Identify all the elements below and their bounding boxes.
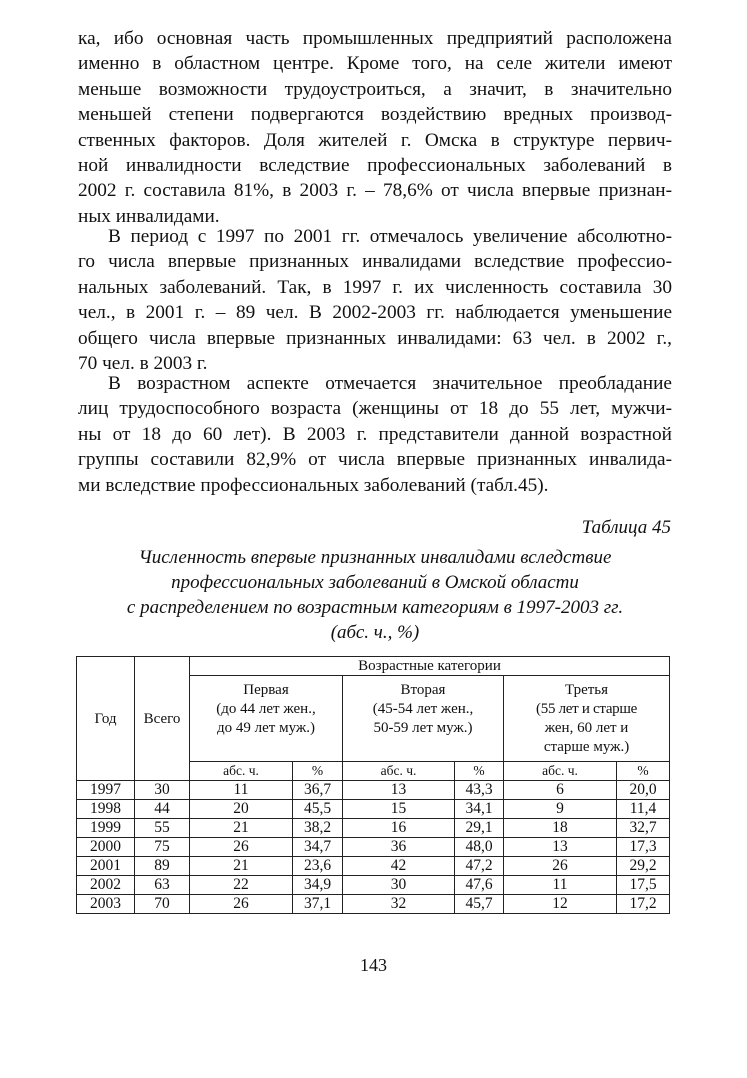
table-cell-p3: 32,7 <box>617 819 670 838</box>
text-line: ны от 18 до 60 лет). В 2003 г. представители данной возрастной <box>78 423 672 445</box>
table-cell-a3: 12 <box>504 895 617 914</box>
text-line: группы составили 82,9% от числа впервые признанных инвалида- <box>78 449 672 471</box>
table-row <box>77 819 670 838</box>
table-cell-a3: 9 <box>504 800 617 819</box>
table-cell-p3: 17,3 <box>617 838 670 857</box>
header-group-first <box>190 676 343 762</box>
table-cell-year: 1997 <box>77 781 135 800</box>
header-group-second <box>343 676 504 762</box>
table-row <box>77 857 670 876</box>
table-cell-p2: 34,1 <box>455 800 504 819</box>
text-line: лиц трудоспособного возраста (женщины от 18 до 55 лет, мужчи- <box>78 398 672 420</box>
page-number: 143 <box>360 955 387 975</box>
text-line: меньше возможности трудоустроиться, а значит, в значительно <box>78 78 672 100</box>
subheader-abs: абс. ч. <box>343 762 455 781</box>
table-cell-year: 1999 <box>77 819 135 838</box>
table-row <box>77 876 670 895</box>
table-row <box>77 781 670 800</box>
header-year: Год <box>77 657 135 781</box>
subheader-pct: % <box>617 762 670 781</box>
table-title-line: (абс. ч., %) <box>330 622 420 643</box>
table-cell-a1: 20 <box>190 800 293 819</box>
header-total: Всего <box>135 657 190 781</box>
text-line: ственных факторов. Доля жителей г. Омска в структуре первич- <box>78 129 672 151</box>
table-cell-total: 75 <box>135 838 190 857</box>
table-cell-a1: 26 <box>190 895 293 914</box>
table-cell-a3: 13 <box>504 838 617 857</box>
table-cell-total: 55 <box>135 819 190 838</box>
group-desc: 50-59 лет муж.) <box>373 719 473 736</box>
table-cell-p1: 45,5 <box>293 800 343 819</box>
text-line: 70 чел. в 2003 г. <box>78 353 208 375</box>
text-line: общего числа впервые признанных инвалидами: 63 чел. в 2002 г., <box>78 327 672 349</box>
table-cell-a2: 15 <box>343 800 455 819</box>
table-cell-p2: 47,6 <box>455 876 504 895</box>
table-title-line: профессиональных заболеваний в Омской области <box>171 572 579 593</box>
table-cell-p3: 29,2 <box>617 857 670 876</box>
table-cell-p1: 37,1 <box>293 895 343 914</box>
table-cell-p2: 47,2 <box>455 857 504 876</box>
table-cell-year: 1998 <box>77 800 135 819</box>
table-cell-p3: 11,4 <box>617 800 670 819</box>
table-cell-year: 2001 <box>77 857 135 876</box>
text-line: ми вследствие профессиональных заболеваний (табл.45). <box>78 474 549 496</box>
paragraph-3 <box>78 371 672 498</box>
header-group-third <box>504 676 670 762</box>
table-cell-p2: 45,7 <box>455 895 504 914</box>
group-desc: (45-54 лет жен., <box>372 700 474 717</box>
table-cell-total: 70 <box>135 895 190 914</box>
table-label: Таблица 45 <box>581 517 671 538</box>
text-line: 2002 г. составила 81%, в 2003 г. – 78,6% от числа впервые признан- <box>78 180 672 202</box>
table-cell-a3: 6 <box>504 781 617 800</box>
text-line: ных инвалидами. <box>78 205 220 227</box>
table-cell-a1: 22 <box>190 876 293 895</box>
table-cell-a1: 21 <box>190 857 293 876</box>
group-name: Третья <box>565 681 609 698</box>
table-cell-a1: 26 <box>190 838 293 857</box>
header-age-categories: Возрастные категории <box>190 657 670 676</box>
table-cell-p3: 17,5 <box>617 876 670 895</box>
table-cell-a2: 30 <box>343 876 455 895</box>
table-cell-total: 30 <box>135 781 190 800</box>
text-line: нальных заболеваний. Так, в 1997 г. их численность составила 30 <box>78 276 672 298</box>
table-cell-total: 44 <box>135 800 190 819</box>
table-cell-p1: 34,7 <box>293 838 343 857</box>
table-cell-a3: 11 <box>504 876 617 895</box>
text-line: именно в областном центре. Кроме того, на селе жители имеют <box>78 53 672 75</box>
group-desc: (до 44 лет жен., <box>216 700 316 717</box>
table-title-line: Численность впервые признанных инвалидами вследствие <box>138 547 612 568</box>
text-line: меньшей степени подвергаются воздействию вредных производ- <box>78 104 672 126</box>
text-line: ной инвалидности вследствие профессиональных заболеваний в <box>78 155 672 177</box>
text-line: чел., в 2001 г. – 89 чел. В 2002-2003 гг. наблюдается уменьшение <box>78 302 672 324</box>
table-cell-a3: 18 <box>504 819 617 838</box>
table-cell-a3: 26 <box>504 857 617 876</box>
text-line: В период с 1997 по 2001 гг. отмечалось увеличение абсолютно- <box>108 226 672 247</box>
table-cell-total: 89 <box>135 857 190 876</box>
group-desc: жен, 60 лет и <box>544 719 629 736</box>
table-row <box>77 800 670 819</box>
group-name: Вторая <box>400 681 446 698</box>
subheader-pct: % <box>455 762 504 781</box>
group-desc: старше муж.) <box>543 738 630 755</box>
table-cell-a2: 42 <box>343 857 455 876</box>
subheader-pct: % <box>293 762 343 781</box>
table-title <box>70 545 680 645</box>
table-cell-a2: 16 <box>343 819 455 838</box>
group-name: Первая <box>243 681 289 698</box>
table-cell-a2: 36 <box>343 838 455 857</box>
table-cell-year: 2003 <box>77 895 135 914</box>
table-cell-a1: 11 <box>190 781 293 800</box>
table-cell-a1: 21 <box>190 819 293 838</box>
subheader-abs: абс. ч. <box>504 762 617 781</box>
table-cell-p3: 17,2 <box>617 895 670 914</box>
paragraph-1 <box>78 26 672 229</box>
table-cell-year: 2002 <box>77 876 135 895</box>
table-cell-p2: 48,0 <box>455 838 504 857</box>
table-row <box>77 895 670 914</box>
group-desc: до 49 лет муж.) <box>217 719 315 736</box>
table-cell-p2: 43,3 <box>455 781 504 800</box>
table-row <box>77 838 670 857</box>
table-cell-a2: 32 <box>343 895 455 914</box>
subheader-abs: абс. ч. <box>190 762 293 781</box>
text-line: го числа впервые признанных инвалидами вследствие профессио- <box>78 251 672 273</box>
table-cell-year: 2000 <box>77 838 135 857</box>
text-line: В возрастном аспекте отмечается значительное преобладание <box>108 373 672 394</box>
table-cell-p1: 36,7 <box>293 781 343 800</box>
table-cell-p1: 34,9 <box>293 876 343 895</box>
text-line: ка, ибо основная часть промышленных предприятий расположена <box>78 28 672 49</box>
group-desc: (55 лет и старше <box>536 700 637 717</box>
table-title-line: с распределением по возрастным категориям в 1997-2003 гг. <box>126 597 624 618</box>
table-cell-total: 63 <box>135 876 190 895</box>
table-cell-a2: 13 <box>343 781 455 800</box>
paragraph-2 <box>78 224 672 376</box>
data-table <box>76 656 670 914</box>
table-cell-p3: 20,0 <box>617 781 670 800</box>
table-cell-p1: 38,2 <box>293 819 343 838</box>
table-cell-p1: 23,6 <box>293 857 343 876</box>
table-cell-p2: 29,1 <box>455 819 504 838</box>
